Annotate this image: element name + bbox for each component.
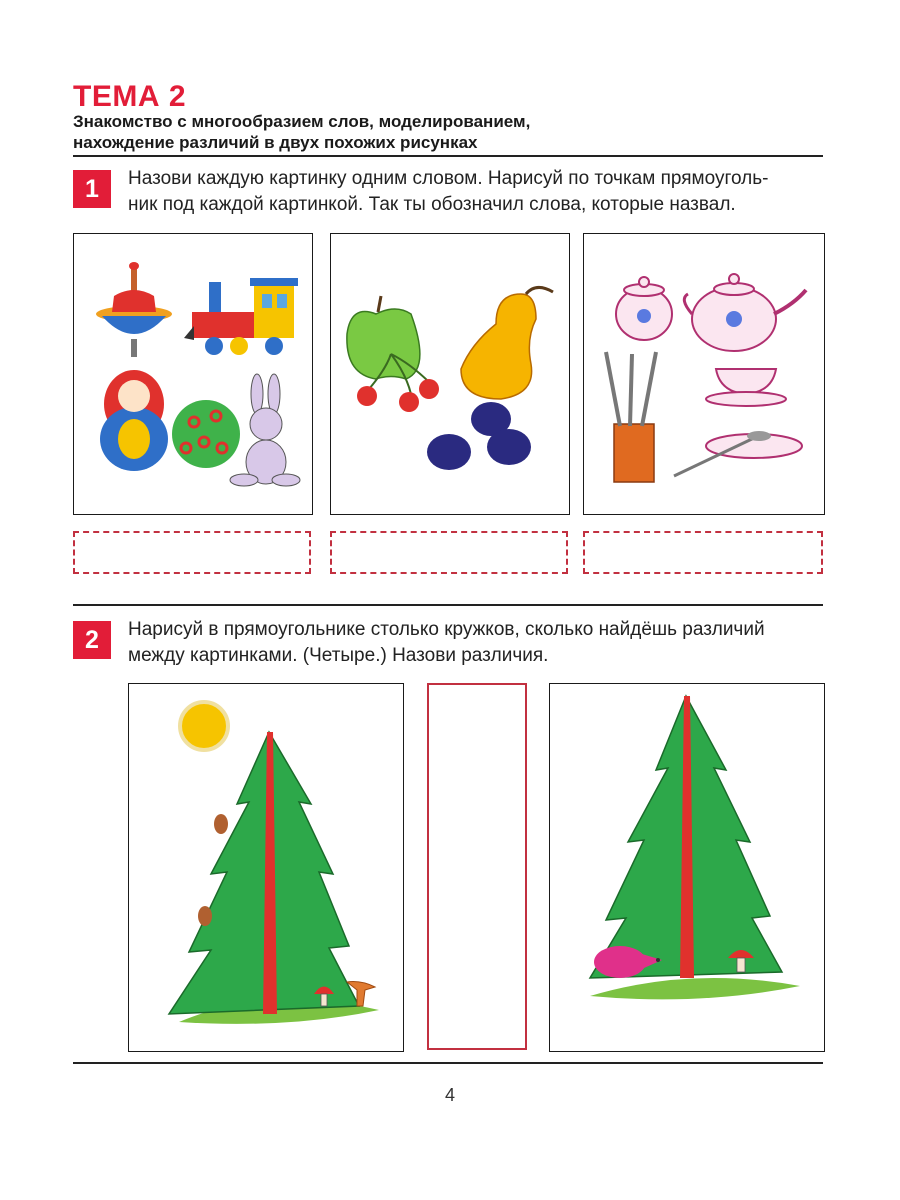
tableware-illustration xyxy=(584,234,824,514)
fruits-illustration xyxy=(331,234,569,514)
divider-top xyxy=(73,155,823,157)
fir-tree-left-icon xyxy=(169,732,359,1014)
panel-fruits xyxy=(330,233,570,515)
sun-icon xyxy=(180,702,228,750)
page-number: 4 xyxy=(444,1085,455,1105)
task-2-text-line-2: между картинками. (Четыре.) Назови различия. xyxy=(128,645,549,666)
plums-icon xyxy=(427,402,531,470)
subtitle-line-1: Знакомство с многообразием слов, моделированием, xyxy=(73,112,531,131)
ball-icon xyxy=(172,400,240,468)
answer-box-toys[interactable] xyxy=(73,531,311,574)
spinning-top-icon xyxy=(96,262,172,357)
sugar-bowl-icon xyxy=(616,277,672,340)
fir-tree-right-icon xyxy=(590,696,782,978)
cutlery-cup-icon xyxy=(606,352,656,482)
pinecone-upper-icon xyxy=(214,814,228,834)
pear-icon xyxy=(461,287,553,399)
subtitle-line-2: нахождение различий в двух похожих рисунках xyxy=(73,133,478,152)
teacup-icon xyxy=(706,369,786,406)
task-2-number-badge: 2 xyxy=(73,621,111,659)
toys-illustration xyxy=(74,234,312,514)
answer-box-fruits[interactable] xyxy=(330,531,568,574)
picture-tree-left xyxy=(128,683,404,1052)
answer-box-tableware[interactable] xyxy=(583,531,823,574)
matryoshka-icon xyxy=(100,370,168,471)
grass-right xyxy=(590,978,800,999)
plate-spoon-icon xyxy=(674,431,802,476)
task-1-text-line-1: Назови каждую картинку одним словом. Нарисуй по точкам прямоуголь- xyxy=(128,168,769,189)
toy-train-icon xyxy=(184,278,298,355)
picture-tree-right xyxy=(549,683,825,1052)
task-1-number-badge: 1 xyxy=(73,170,111,208)
panel-toys xyxy=(73,233,313,515)
apple-icon xyxy=(347,296,420,379)
tree-right-illustration xyxy=(550,684,824,1051)
panel-tableware xyxy=(583,233,825,515)
task-2-text-line-1: Нарисуй в прямоугольнике столько кружков, сколько найдёшь различий xyxy=(128,619,765,640)
divider-middle xyxy=(73,604,823,606)
toy-bunny-icon xyxy=(230,374,300,486)
task-1-text-line-2: ник под каждой картинкой. Так ты обозначил слова, которые назвал. xyxy=(128,194,736,215)
divider-bottom xyxy=(73,1062,823,1064)
differences-count-box[interactable] xyxy=(427,683,527,1050)
topic-title: ТЕМА 2 xyxy=(73,80,187,113)
teapot-icon xyxy=(684,274,806,351)
tree-left-illustration xyxy=(129,684,403,1051)
pinecone-lower-icon xyxy=(198,906,212,926)
